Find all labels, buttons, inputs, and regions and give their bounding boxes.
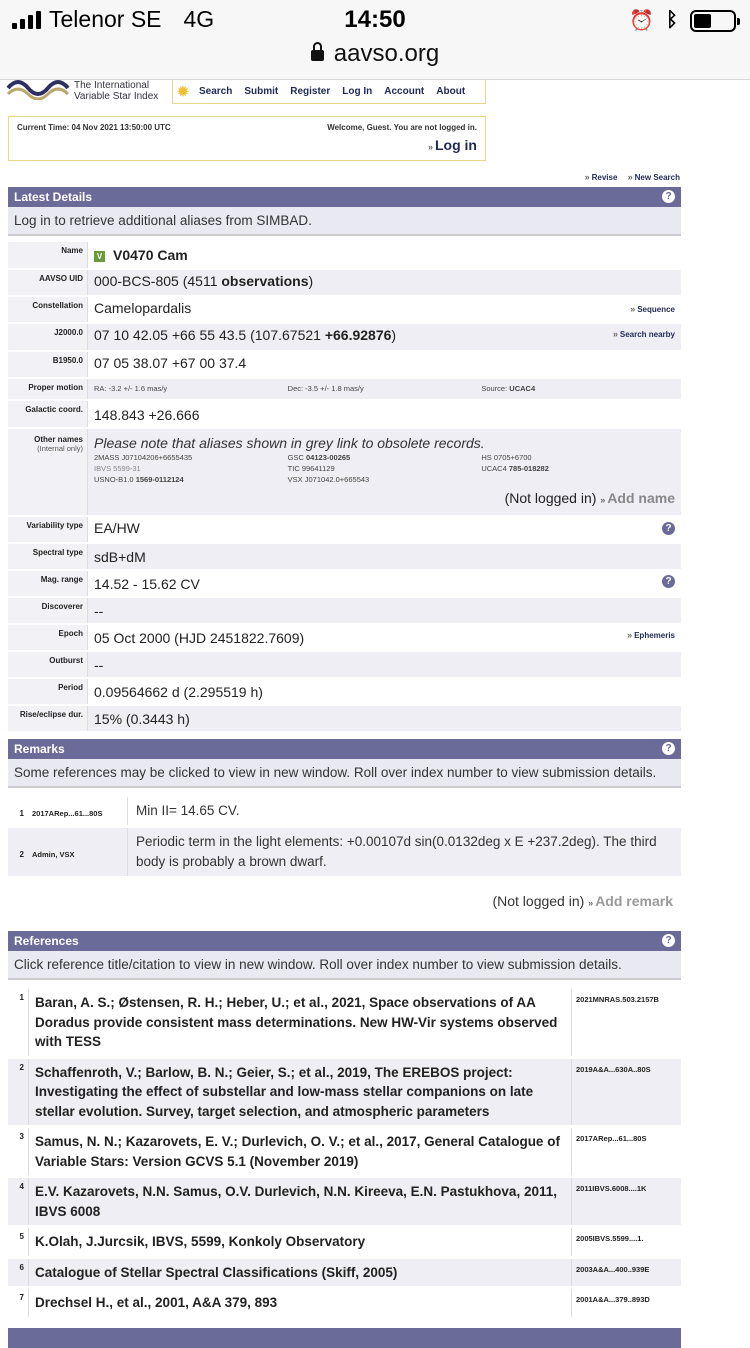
row-discoverer — [8, 598, 681, 623]
label-name: Name — [8, 242, 88, 268]
row-other-names — [8, 429, 681, 515]
section-header — [8, 187, 681, 207]
ref-code: 2011IBVS.6008....1K — [571, 1178, 681, 1225]
alias-usno-label: USNO-B1.0 — [94, 475, 136, 484]
status-icons — [629, 8, 736, 33]
ref-index[interactable]: 3 — [19, 1132, 24, 1141]
ref-code: 2005IBVS.5599....1. — [571, 1228, 681, 1256]
battery-icon — [690, 10, 736, 32]
label-discoverer: Discoverer — [8, 598, 88, 623]
nav-submit[interactable]: Submit — [244, 86, 279, 97]
raquo-icon: » — [584, 172, 590, 182]
section-title: Latest Details — [14, 190, 93, 204]
clock: 14:50 — [344, 6, 406, 33]
row-uid: AAVSO UID 000-BCS-805 (4511 observations) — [8, 270, 681, 295]
sequence-label: Sequence — [637, 305, 675, 314]
nav-about[interactable]: About — [436, 86, 466, 97]
ref-code: 2017ARep...61...80S — [571, 1128, 681, 1175]
row-b1950 — [8, 352, 681, 377]
variability-value: EA/HW — [94, 520, 140, 536]
not-logged-in: (Not logged in) — [492, 893, 585, 909]
ephemeris-link[interactable] — [627, 630, 675, 640]
ref-code: 2019A&A...630A..80S — [571, 1059, 681, 1126]
network-type: 4G — [183, 6, 215, 32]
label-j2000: J2000.0 — [8, 324, 88, 350]
login-link[interactable] — [428, 137, 477, 153]
ref-index[interactable]: 6 — [8, 1259, 28, 1287]
alias-ucac4[interactable]: 785-018282 — [508, 464, 549, 473]
section-note: Some references may be clicked to view in new window. Roll over index number to view submission details. — [8, 759, 681, 788]
section-title: Remarks — [14, 742, 65, 756]
row-constellation — [8, 297, 681, 322]
remark-text: Min II= 14.65 CV. — [136, 803, 240, 818]
row-galactic — [8, 401, 681, 427]
ref-code: 2021MNRAS.503.2157B — [571, 989, 681, 1056]
lock-icon — [311, 50, 324, 61]
ios-status-bar — [0, 0, 750, 80]
current-time: Current Time: 04 Nov 2021 13:50:00 UTC — [17, 123, 171, 132]
nav-account[interactable]: Account — [384, 86, 425, 97]
label-variability: Variability type — [8, 517, 88, 542]
address-bar[interactable] — [0, 40, 750, 68]
label-uid: AAVSO UID — [8, 270, 88, 295]
row-outburst — [8, 652, 681, 677]
new-search-link[interactable] — [628, 173, 680, 182]
row-mag-range — [8, 571, 681, 596]
section-header — [8, 931, 681, 951]
url-text: aavso.org — [333, 40, 440, 67]
alias-hs[interactable]: HS 0705+6700 — [481, 453, 532, 462]
top-links — [577, 172, 680, 182]
row-j2000: J2000.0 07 10 42.05 +66 55 43.5 (107.67521 +66.92876) » Search nearby — [8, 324, 681, 350]
remark-source[interactable]: 2017ARep...61...80S — [28, 797, 128, 825]
label-spectral: Spectral type — [8, 544, 88, 569]
ref-citation[interactable]: K.Olah, J.Jurcsik, IBVS, 5599, Konkoly Observatory — [28, 1228, 571, 1256]
raquo-icon: » — [588, 898, 594, 908]
new-search-label: New Search — [634, 173, 680, 182]
reference-row — [8, 1228, 681, 1256]
latest-details-section — [8, 187, 681, 733]
epoch-value: 05 Oct 2000 (HJD 2451822.7609) — [94, 630, 305, 646]
remarks-table — [8, 794, 681, 879]
aavso-logo[interactable] — [6, 80, 171, 104]
alias-gsc-label: GSC — [287, 453, 307, 462]
row-spectral — [8, 544, 681, 569]
alias-note: Please note that aliases shown in grey link to obsolete records. — [94, 435, 485, 451]
logo-line1: The International — [74, 80, 150, 91]
add-remark-label: Add remark — [595, 893, 673, 909]
reference-row — [8, 989, 681, 1056]
ref-index[interactable]: 1 — [19, 993, 24, 1002]
logo-text — [74, 80, 158, 102]
section-note: Log in to retrieve additional aliases from SIMBAD. — [8, 207, 681, 236]
sequence-link[interactable] — [630, 304, 675, 314]
observations-link[interactable]: observations — [221, 273, 309, 289]
outburst-value: -- — [88, 652, 681, 677]
alias-usno[interactable]: 1569-0112124 — [135, 475, 184, 484]
row-name — [8, 242, 681, 268]
nav-login[interactable]: Log In — [342, 86, 373, 97]
reference-row — [8, 1128, 681, 1175]
remark-source: Admin, VSX — [28, 828, 128, 876]
next-section-header — [8, 1328, 681, 1348]
revise-link[interactable] — [585, 173, 618, 182]
row-proper-motion — [8, 379, 681, 399]
label-period: Period — [8, 679, 88, 704]
row-variability — [8, 517, 681, 542]
label-epoch: Epoch — [8, 625, 88, 650]
label-galactic: Galactic coord. — [8, 401, 88, 427]
alias-tic[interactable]: TIC 99641129 — [287, 464, 335, 473]
alias-ibvs[interactable]: IBVS 5599-31 — [94, 464, 141, 473]
j2000-value: 07 10 42.05 +66 55 43.5 (107.67521 — [94, 327, 325, 343]
galactic-value: 148.843 +26.666 — [88, 401, 681, 427]
login-label: Log in — [435, 137, 477, 153]
remark-row — [8, 797, 681, 825]
rise-value: 15% (0.3443 h) — [88, 706, 681, 731]
ephemeris-label: Ephemeris — [634, 631, 675, 640]
sun-icon: ✹ — [176, 83, 190, 101]
label-mag-range: Mag. range — [8, 571, 88, 596]
variable-badge: V — [94, 251, 105, 262]
label-other-names: Other names — [34, 435, 83, 444]
raquo-icon: » — [630, 304, 636, 314]
remark-row — [8, 828, 681, 876]
top-nav — [172, 80, 486, 104]
add-name-label: Add name — [607, 490, 675, 506]
alias-2mass[interactable]: 2MASS J07104206+6655435 — [94, 453, 193, 462]
remark-text: Periodic term in the light elements: +0.00107d sin(0.0132deg x E +237.2deg). The third body is probably a brown dwarf. — [128, 828, 681, 876]
help-icon[interactable]: ? — [662, 742, 675, 755]
logo-line2: Variable Star Index — [74, 91, 159, 102]
pm-ra: RA: -3.2 +/- 1.6 mas/y — [94, 384, 168, 393]
ref-index[interactable]: 5 — [19, 1232, 24, 1241]
search-nearby-link[interactable] — [613, 329, 675, 339]
ref-citation[interactable]: Schaffenroth, V.; Barlow, B. N.; Geier, S.; et al., 2019, The EREBOS project: Investigating the effect of substellar and low-mass stellar companions on late stellar evolution. Survey, target selection, and atmospheric parameters — [28, 1059, 571, 1126]
star-name: V0470 Cam — [113, 247, 188, 263]
reference-row — [8, 1178, 681, 1225]
help-icon[interactable]: ? — [662, 522, 675, 535]
ref-citation[interactable]: Drechsel H., et al., 2001, A&A 379, 893 — [28, 1289, 571, 1317]
b1950-value: 07 05 38.07 +67 00 37.4 — [88, 352, 681, 377]
spectral-value: sdB+dM — [88, 544, 681, 569]
help-icon[interactable]: ? — [662, 575, 675, 588]
raquo-icon: » — [600, 495, 606, 505]
label-b1950: B1950.0 — [8, 352, 88, 377]
ref-citation[interactable]: Catalogue of Stellar Spectral Classifications (Skiff, 2005) — [28, 1259, 571, 1287]
row-epoch — [8, 625, 681, 650]
discoverer-value: -- — [88, 598, 681, 623]
mag-range-value: 14.52 - 15.62 CV — [94, 576, 200, 592]
section-note: Click reference title/citation to view in new window. Roll over index number to view submission details. — [8, 951, 681, 980]
nav-search[interactable]: Search — [199, 86, 233, 97]
ref-citation[interactable]: E.V. Kazarovets, N.N. Samus, O.V. Durlevich, N.N. Kireeva, E.N. Pastukhova, 2011, IBVS 6008 — [28, 1178, 571, 1225]
session-info — [8, 116, 486, 161]
label-outburst: Outburst — [8, 652, 88, 677]
period-value: 0.09564662 d (2.295519 h) — [88, 679, 681, 704]
alarm-icon: ⏰ — [629, 10, 654, 32]
raquo-icon: » — [427, 142, 433, 152]
alias-ucac4-label: UCAC4 — [481, 464, 509, 473]
section-header — [8, 739, 681, 759]
references-table — [8, 986, 681, 1320]
bluetooth-icon: ᛒ — [666, 9, 678, 31]
j2000-dec-deg: +66.92876 — [324, 327, 392, 343]
label-internal-only: (Internal only) — [37, 444, 83, 453]
row-period — [8, 679, 681, 704]
help-icon[interactable]: ? — [662, 934, 675, 947]
remarks-section — [8, 739, 681, 915]
ref-index[interactable]: 4 — [8, 1178, 28, 1225]
help-icon[interactable]: ? — [662, 190, 675, 203]
reference-row — [8, 1289, 681, 1317]
ref-code: 2001A&A...379..893D — [571, 1289, 681, 1317]
pm-dec: Dec: -3.5 +/- 1.8 mas/y — [287, 384, 364, 393]
label-rise: Rise/eclipse dur. — [8, 706, 88, 731]
add-remark-link[interactable] — [588, 893, 673, 909]
pm-source: UCAC4 — [509, 384, 536, 393]
reference-row — [8, 1259, 681, 1287]
row-rise — [8, 706, 681, 731]
add-name-link[interactable] — [600, 490, 675, 506]
reference-row — [8, 1059, 681, 1126]
section-title: References — [14, 934, 79, 948]
constellation-value: Camelopardalis — [94, 300, 192, 316]
ref-citation[interactable]: Samus, N. N.; Kazarovets, E. V.; Durlevich, O. V.; et al., 2017, General Catalogue of Variable Stars: Version GCVS 5.1 (November 2019) — [28, 1128, 571, 1175]
pm-source-label: Source: — [481, 384, 510, 393]
ref-code: 2003A&A...400..939E — [571, 1259, 681, 1287]
raquo-icon: » — [627, 172, 633, 182]
raquo-icon: » — [627, 630, 633, 640]
alias-vsx[interactable]: VSX J071042.0+665543 — [287, 475, 370, 484]
add-remark-row — [8, 887, 681, 915]
ref-citation[interactable]: Baran, A. S.; Østensen, R. H.; Heber, U.; et al., 2021, Space observations of AA Doradus provide consistent mass determinations. New HW-Vir systems observed with TESS — [28, 989, 571, 1056]
label-proper-motion: Proper motion — [8, 379, 88, 399]
remark-index[interactable]: 1 — [19, 808, 24, 818]
uid-value: 000-BCS-805 (4511 — [94, 273, 222, 289]
not-logged-in: (Not logged in) — [504, 490, 597, 506]
carrier-name: Telenor SE — [49, 6, 162, 32]
remark-index[interactable]: 2 — [8, 828, 28, 876]
raquo-icon: » — [612, 329, 618, 339]
label-constellation: Constellation — [8, 297, 88, 322]
details-table — [8, 240, 681, 733]
logo-wave-icon — [6, 78, 70, 100]
search-nearby-label: Search nearby — [619, 330, 675, 339]
welcome-text: Welcome, Guest. You are not logged in. — [327, 123, 477, 132]
revise-label: Revise — [591, 173, 618, 182]
references-section — [8, 931, 681, 1320]
ref-index[interactable]: 7 — [19, 1293, 24, 1302]
nav-register[interactable]: Register — [290, 86, 331, 97]
alias-gsc[interactable]: 04123-00265 — [306, 453, 351, 462]
ref-index[interactable]: 2 — [8, 1059, 28, 1126]
